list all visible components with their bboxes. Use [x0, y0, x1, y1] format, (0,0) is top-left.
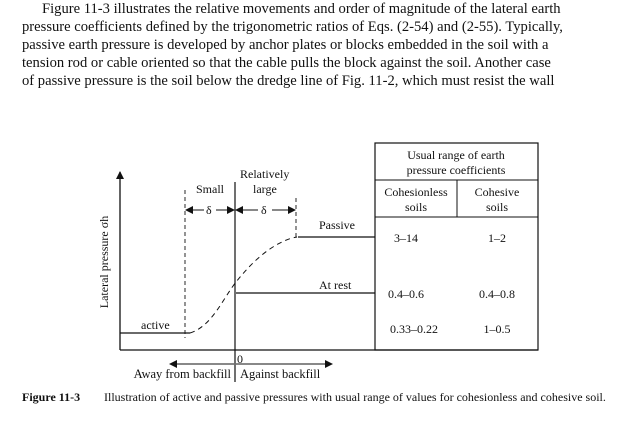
paragraph-line-4: tension rod or cable oriented so that the cable pulls the block against the soil. Another case [22, 55, 551, 71]
table-header-line-1: Usual range of earth [407, 148, 505, 162]
paragraph-line-5: of passive pressure is the soil below the dredge line of Fig. 11-2, which must resist the wall [22, 73, 555, 89]
col-cohesive-line-1: Cohesive [474, 185, 520, 199]
y-axis-label: Lateral pressure σh [97, 215, 111, 309]
col-cohesive-line-2: soils [485, 200, 509, 214]
relatively-label: Relatively [240, 167, 290, 181]
passive-cohesionless-value: 3–14 [394, 231, 418, 245]
pressure-curve [190, 237, 297, 333]
large-label: large [253, 182, 277, 196]
against-backfill-label: Against backfill [240, 367, 321, 381]
at-rest-cohesive-value: 0.4–0.8 [479, 287, 515, 301]
caption-text: Illustration of active and passive pressures with usual range of values for cohesionless and cohesive soil. [104, 390, 606, 404]
table-header-line-2: pressure coefficients [406, 163, 506, 177]
col-cohesionless-line-1: Cohesionless [384, 185, 448, 199]
at-rest-label: At rest [319, 278, 352, 292]
col-cohesionless-line-2: soils [404, 200, 428, 214]
active-cohesive-value: 1–0.5 [483, 322, 511, 336]
paragraph-line-1: Figure 11-3 illustrates the relative movements and order of magnitude of the lateral earth [42, 1, 561, 17]
active-cohesionless-value: 0.33–0.22 [390, 322, 438, 336]
caption-label: Figure 11-3 [22, 390, 81, 404]
at-rest-cohesionless-value: 0.4–0.6 [388, 287, 424, 301]
paragraph-line-2: pressure coefficients defined by the trigonometric ratios of Eqs. (2-54) and (2-55). Typically, [22, 19, 563, 35]
large-delta-symbol: δ [261, 203, 267, 217]
small-label: Small [196, 182, 225, 196]
passive-label: Passive [319, 218, 355, 232]
paragraph-line-3: passive earth pressure is developed by anchor plates or blocks embedded in the soil with a [22, 37, 549, 53]
figure-caption [22, 390, 627, 405]
origin-label: 0 [237, 352, 243, 366]
active-label: active [141, 318, 170, 332]
away-from-backfill-label: Away from backfill [133, 367, 231, 381]
small-delta-symbol: δ [206, 203, 212, 217]
passive-cohesive-value: 1–2 [488, 231, 506, 245]
